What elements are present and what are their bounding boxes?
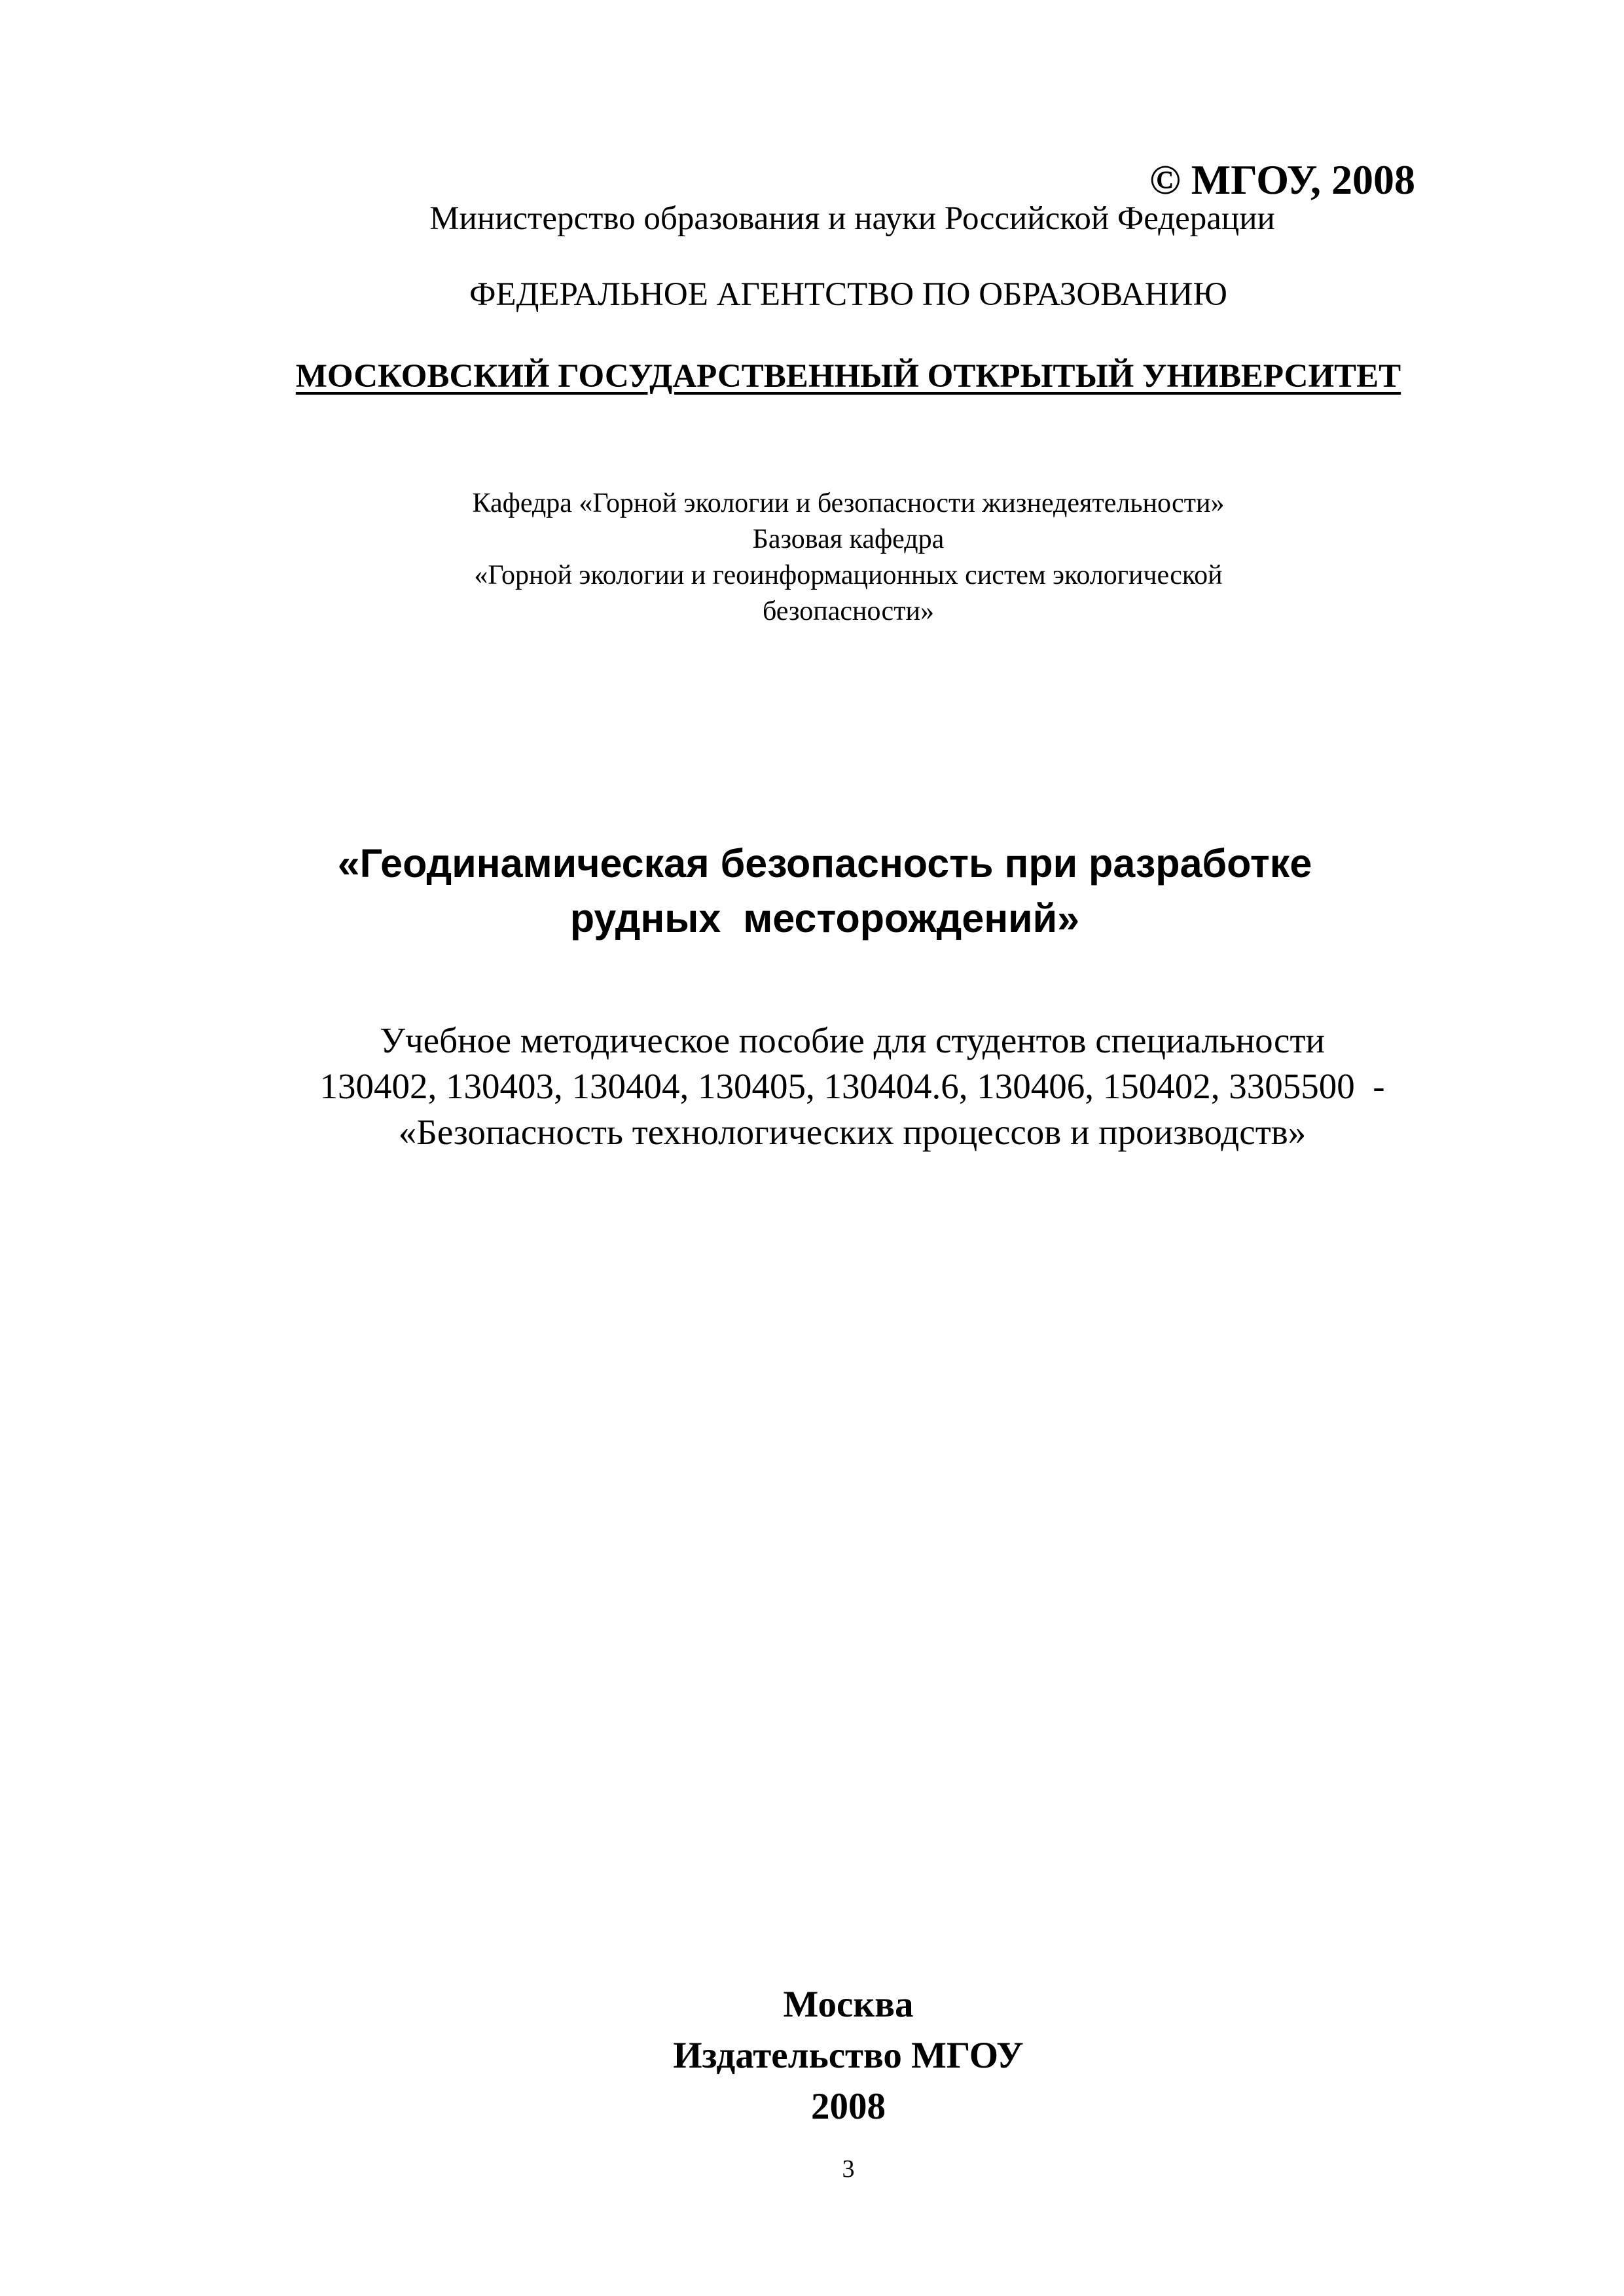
title-line: рудных месторождений» [569,896,1080,941]
document-description [0,1018,1624,1155]
title-line: «Геодинамическая безопасность при разработке [337,841,1312,886]
publication-info [0,1979,1624,2132]
description-line: 130402, 130403, 130404, 130405, 130404.6, 130406, 150402, 3305500 - [319,1066,1385,1106]
description-line: Учебное методическое пособие для студентов специальности [380,1020,1325,1060]
university-name: МОСКОВСКИЙ ГОСУДАРСТВЕННЫЙ ОТКРЫТЫЙ УНИВЕРСИТЕТ [295,358,1401,395]
department-line: Кафедра «Горной экологии и безопасности жизнедеятельности» [472,488,1225,518]
document-title [0,836,1624,946]
description-line: «Безопасность технологических процессов и производств» [398,1112,1307,1152]
publisher-name: Издательство МГОУ [673,2035,1024,2076]
department-line: «Горной экологии и геоинформационных систем экологической [474,560,1223,590]
page-number: 3 [842,2155,855,2183]
agency-name: ФЕДЕРАЛЬНОЕ АГЕНТСТВО ПО ОБРАЗОВАНИЮ [469,276,1227,313]
publication-city: Москва [783,1984,914,2025]
department-line: безопасности» [762,596,935,626]
ministry-name: Министерство образования и науки Российской Федерации [429,200,1275,237]
copyright-notice: © МГОУ, 2008 [1149,156,1415,203]
department-block [0,486,1624,630]
publication-year: 2008 [811,2086,886,2127]
department-line: Базовая кафедра [752,524,945,554]
